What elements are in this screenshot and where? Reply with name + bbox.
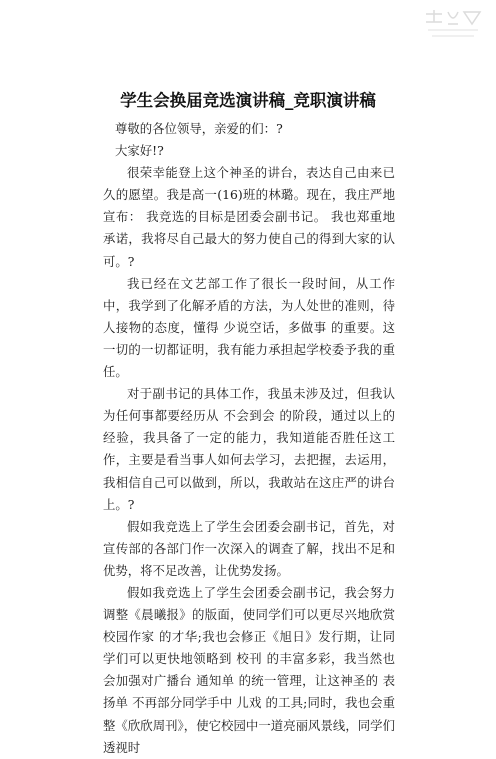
body-paragraph: 假如我竞选上了学生会团委会副书记，首先，对宣传部的各部门作一次深入的调查了解，找出不足和优势，将不足改善，让优势发扬。 [103, 518, 395, 578]
document-body [103, 118, 395, 759]
body-paragraph: 我已经在文艺部工作了很长一段时间，从工作中，我学到了化解矛盾的方法，为人处世的准则，待人接物的态度，懂得 少说空话，多做事 的重要。这一切的一切都证明，我有能力承担起学校委予我的重任。 [103, 275, 395, 380]
page-title: 学生会换届竞选演讲稿_竞职演讲稿 [120, 91, 376, 111]
salutation-paragraph: 尊敬的各位领导，亲爱的们：? [115, 121, 283, 136]
body-paragraph: 对于副书记的具体工作，我虽未涉及过，但我认为任何事都要经历从 不会到会 的阶段，通过以上的经验，我具备了一定的能力，我知道能否胜任这工作，主要是看当事人如何去学习，去把握，去运用，我相信自己可以做到，所以，我敢站在这庄严的讲台上。? [103, 386, 395, 512]
greeting-paragraph: 大家好!? [115, 143, 164, 159]
body-paragraph: 假如我竞选上了学生会团委会副书记，我会努力调整《晨曦报》的版面，使同学们可以更尽兴地欣赏 校园作家 的才华;我也会修正《旭日》发行期，让同学们可以更快地领略到 校刊 的丰富多彩，我当然也会加强对广播台 通知单 的统一管理，让这神圣的 表扬单 不再部分同学手中 儿戏 的工具;同时，我也会重整《欣欣周刊》，使它校园中一道亮丽风景线，同学们透视时 [103, 584, 395, 755]
body-paragraph: 很荣幸能登上这个神圣的讲台，表达自己由来已久的愿望。我是高一(16)班的林璐。现在，我庄严地宣布： 我竞选的目标是团委会副书记。 我也郑重地承诺，我将尽自己最大的努力使自己的得到大家的认可。? [103, 165, 395, 269]
watermark-logo [422, 8, 484, 42]
